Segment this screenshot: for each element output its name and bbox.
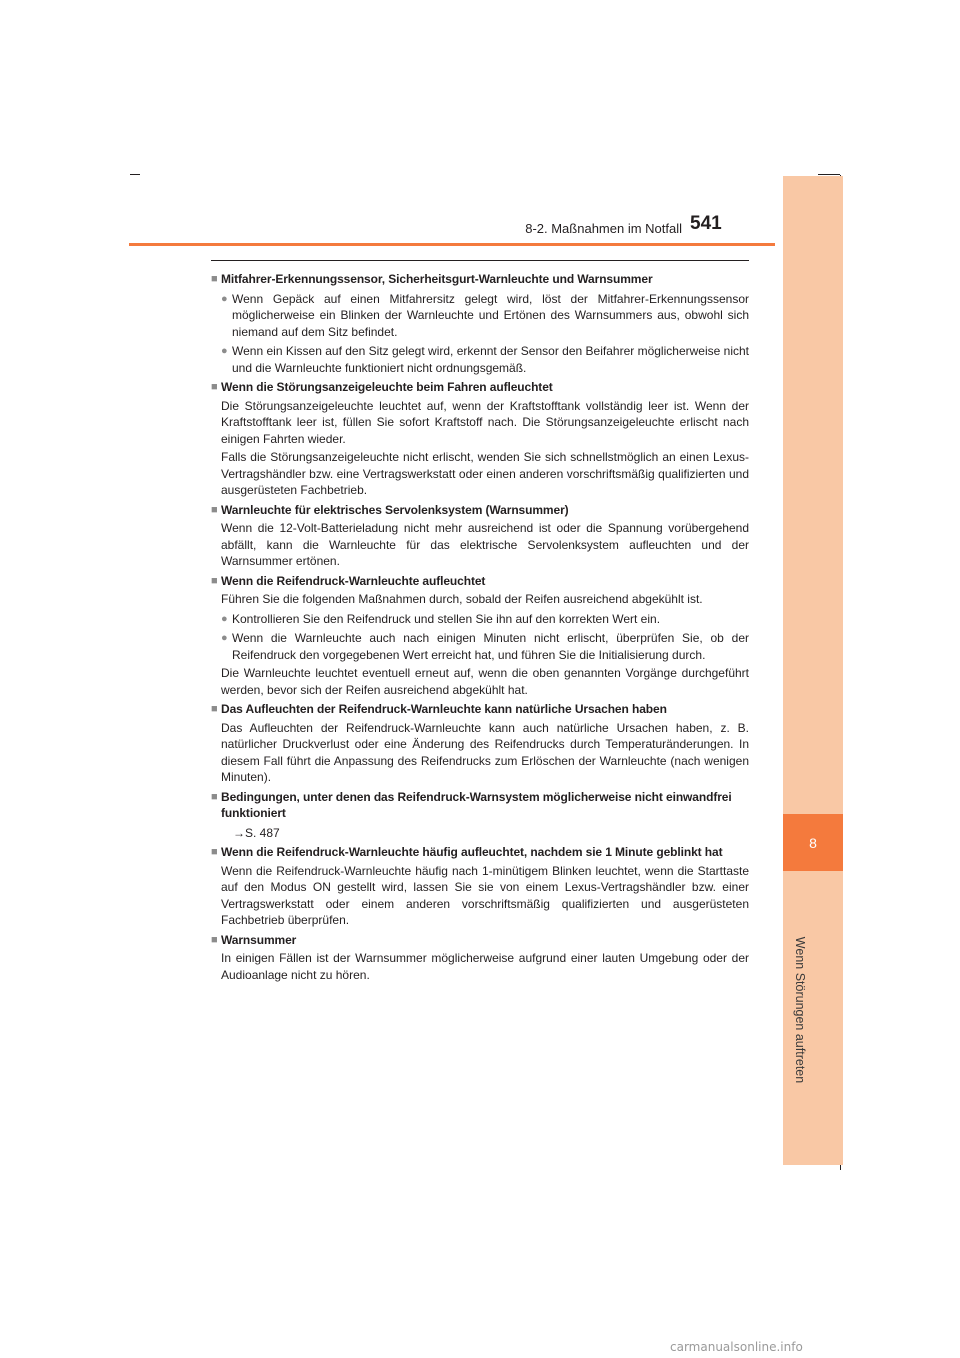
square-bullet-icon: ■ [211,381,218,393]
page-reference-link[interactable]: S. 487 [245,825,280,840]
chapter-title: Wenn Störungen auftreten [793,936,807,1084]
page-content [211,268,749,983]
square-bullet-icon: ■ [211,846,218,858]
section-heading: ■ Bedingungen, unter denen das Reifendruck-Warnsystem möglicherweise nicht einwandfrei funktioniert [211,789,732,820]
bullet-item: ● Wenn die Warnleuchte auch nach einigen Minuten nicht erlischt, überprüfen Sie, ob der Reifendruck den vorgegebenen Wert erreicht hat, und führen Sie die Initialisierung durch. [221,631,749,662]
page-number: 541 [690,213,722,234]
round-bullet-icon: ● [221,612,228,625]
section-heading: ■ Wenn die Reifendruck-Warnleuchte häufig aufleuchtet, nachdem sie 1 Minute geblinkt hat [211,845,723,859]
section-heading: ■ Das Aufleuchten der Reifendruck-Warnleuchte kann natürliche Ursachen haben [211,702,667,716]
section-heading: ■ Wenn die Störungsanzeigeleuchte beim Fahren aufleuchtet [211,380,553,394]
round-bullet-icon: ● [221,345,228,357]
chapter-number: 8 [809,834,817,851]
paragraph: Führen Sie die folgenden Maßnahmen durch, sobald der Reifen ausreichend abgekühlt ist. [221,592,703,606]
bullet-item: ● Kontrollieren Sie den Reifendruck und stellen Sie ihn auf den korrekten Wert ein. [221,611,661,626]
section-heading: ■ Warnleuchte für elektrisches Servolenksystem (Warnsummer) [211,502,569,517]
paragraph: Wenn die 12-Volt-Batterieladung nicht mehr ausreichend ist oder die Spannung vorübergehend abfällt, kann die Warnleuchte für das elektrische Servolenksystem aufleuchten und der Warnsummer ertönen. [221,521,749,568]
round-bullet-icon: ● [221,632,228,644]
header-rule [129,243,775,246]
bullet-item: ● Wenn Gepäck auf einen Mitfahrersitz gelegt wird, löst der Mitfahrer-Erkennungssensor möglicherweise ein Blinken der Warnleuchte und Ertönen des Warnsummers aus, obwohl sich niemand auf dem Sitz befindet. [221,291,749,339]
square-bullet-icon: ■ [211,703,218,715]
section-title: 8-2. Maßnahmen im Notfall [525,221,682,236]
paragraph: Falls die Störungsanzeigeleuchte nicht erlischt, wenden Sie sich schnellstmöglich an einen Lexus-Vertragshändler bzw. eine Vertragswerkstatt oder einen anderen vorschriftsmäßig qualifizierten und ausgerüsteten Fachbetrieb. [221,450,749,497]
crop-mark [818,174,840,175]
paragraph: Das Aufleuchten der Reifendruck-Warnleuchte kann auch natürliche Ursachen haben, z. B. natürlicher Druckverlust oder eine Änderung des Reifendrucks durch Temperaturänderungen. In diesem Fall führt die Anpassung des Reifendrucks zum Erlöschen der Warnleuchte (nach wenigen Minuten). [221,720,749,784]
square-bullet-icon: ■ [211,503,218,516]
round-bullet-icon: ● [221,292,228,305]
section-heading: ■ Warnsummer [211,932,297,947]
paragraph: Die Störungsanzeigeleuchte leuchtet auf, wenn der Kraftstofftank vollständig leer ist. Wenn der Kraftstofftank leer ist, füllen Sie sofort Kraftstoff nach. Die Störungsanzeigeleuchte erlischt nach einigen Fahrten wieder. [221,398,749,446]
chapter-number-box [783,814,843,871]
square-bullet-icon: ■ [211,574,218,587]
paragraph: Die Warnleuchte leuchtet eventuell erneut auf, wenn die oben genannten Vorgänge durchgeführt werden, bevor sich der Reifen ausreichend abgekühlt hat. [221,666,749,697]
section-heading: ■ Mitfahrer-Erkennungssensor, Sicherheitsgurt-Warnleuchte und Warnsummer [211,272,653,286]
square-bullet-icon: ■ [211,933,218,946]
watermark: carmanualsonline.info [670,1340,803,1354]
paragraph: Wenn die Reifendruck-Warnleuchte häufig nach 1-minütigem Blinken leuchtet, wenn die Starttaste auf den Modus ON gestellt wird, lassen Sie sie von einem Lexus-Vertragshändler bzw. einer Vertragswerkstatt oder einem anderen vorschriftsmäßig qualifizierten und ausgerüsteten Fachbetrieb überprüfen. [221,863,749,927]
crop-mark [130,174,140,175]
paragraph: In einigen Fällen ist der Warnsummer möglicherweise aufgrund einer lauten Umgebung oder der Audioanlage nicht zu hören. [221,951,749,982]
page-reference [211,825,749,842]
square-bullet-icon: ■ [211,790,218,803]
content-top-rule [211,260,749,261]
arrow-icon: → [233,825,245,840]
bullet-item: ● Wenn ein Kissen auf den Sitz gelegt wird, erkennt der Sensor den Beifahrer möglicherweise nicht und die Warnleuchte funktioniert nicht ordnungsgemäß. [221,344,749,375]
square-bullet-icon: ■ [211,273,218,285]
section-heading: ■ Wenn die Reifendruck-Warnleuchte aufleuchtet [211,573,486,588]
